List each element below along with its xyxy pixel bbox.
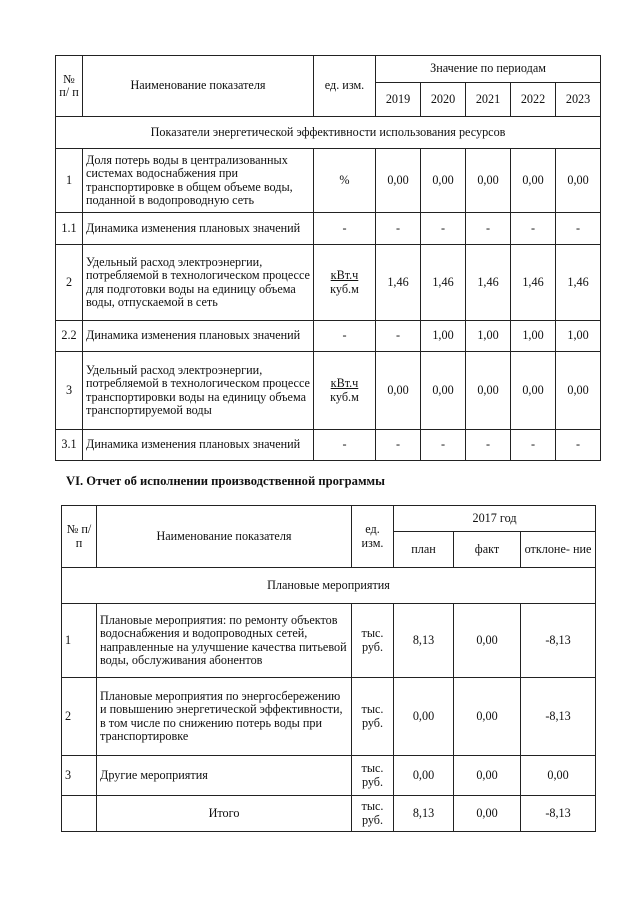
row-value: 0,00	[376, 149, 421, 213]
row-value: -	[556, 213, 601, 245]
row-fact: 0,00	[454, 604, 521, 678]
row-value: -	[511, 213, 556, 245]
row-value: 1,46	[376, 245, 421, 321]
table-row	[62, 678, 596, 756]
header-year: 2022	[511, 83, 556, 117]
row-value: -	[421, 430, 466, 461]
row-num: 1	[62, 604, 97, 678]
row-deviation: 0,00	[521, 756, 596, 796]
header-num: № п/ п	[56, 56, 83, 117]
table-row	[62, 756, 596, 796]
row-deviation: -8,13	[521, 678, 596, 756]
row-fact: 0,00	[454, 756, 521, 796]
row-name: Удельный расход электроэнергии, потребляемой в технологическом процессе для подготовки воды на единицу объема воды, отпускаемой в сеть	[83, 245, 314, 321]
header-num: № п/п	[62, 506, 97, 568]
row-value: 0,00	[421, 352, 466, 430]
row-name: Динамика изменения плановых значений	[83, 321, 314, 352]
header-year: 2021	[466, 83, 511, 117]
row-value: 1,46	[466, 245, 511, 321]
row-unit: тыс. руб.	[352, 756, 394, 796]
row-value: 1,00	[466, 321, 511, 352]
row-unit: тыс. руб.	[352, 678, 394, 756]
section-title: VI. Отчет об исполнении производственной программы	[66, 474, 385, 488]
row-plan: 0,00	[394, 678, 454, 756]
row-unit: тыс. руб.	[352, 604, 394, 678]
row-value: 1,00	[421, 321, 466, 352]
row-name: Удельный расход электроэнергии, потребляемой в технологическом процессе транспортировки воды на единицу объема транспортируемой воды	[83, 352, 314, 430]
production-program-table	[61, 505, 596, 832]
row-value: 0,00	[466, 149, 511, 213]
table-row	[56, 213, 601, 245]
row-value: -	[376, 321, 421, 352]
row-value: 0,00	[556, 352, 601, 430]
row-name: Доля потерь воды в централизованных системах водоснабжения при транспортировке в общем объеме воды, поданной в водопроводную сеть	[83, 149, 314, 213]
row-value: 1,46	[556, 245, 601, 321]
unit-denominator: куб.м	[330, 281, 359, 296]
section-row: Показатели энергетической эффективности использования ресурсов	[56, 117, 601, 149]
row-value: -	[466, 213, 511, 245]
row-unit: тыс. руб.	[352, 796, 394, 832]
header-year: 2019	[376, 83, 421, 117]
row-fact: 0,00	[454, 678, 521, 756]
row-unit: -	[314, 321, 376, 352]
row-name: Плановые мероприятия: по ремонту объектов водоснабжения и водопроводных сетей, направленные на улучшение качества питьевой воды, обслуживания абонентов	[97, 604, 352, 678]
total-label: Итого	[97, 796, 352, 832]
header-name: Наименование показателя	[83, 56, 314, 117]
row-value: -	[421, 213, 466, 245]
section-row: Плановые мероприятия	[62, 568, 596, 604]
table-row	[56, 352, 601, 430]
row-name: Динамика изменения плановых значений	[83, 430, 314, 461]
row-num: 1.1	[56, 213, 83, 245]
row-num: 1	[56, 149, 83, 213]
row-value: 0,00	[376, 352, 421, 430]
row-name: Динамика изменения плановых значений	[83, 213, 314, 245]
unit-numerator: кВт.ч	[330, 268, 359, 283]
total-row	[62, 796, 596, 832]
row-num: 3.1	[56, 430, 83, 461]
header-unit: ед. изм.	[352, 506, 394, 568]
row-name: Другие мероприятия	[97, 756, 352, 796]
row-value: -	[511, 430, 556, 461]
header-year: 2020	[421, 83, 466, 117]
row-name: Плановые мероприятия по энергосбережению и повышению энергетической эффективности, в том числе по снижению потерь воды при транспортировке	[97, 678, 352, 756]
row-value: 0,00	[511, 352, 556, 430]
row-deviation: -8,13	[521, 796, 596, 832]
header-name: Наименование показателя	[97, 506, 352, 568]
row-num: 3	[62, 756, 97, 796]
table-row	[56, 149, 601, 213]
header-year: 2017 год	[394, 506, 596, 532]
row-unit	[314, 352, 376, 430]
row-plan: 8,13	[394, 796, 454, 832]
row-value: 1,00	[556, 321, 601, 352]
row-value: 0,00	[421, 149, 466, 213]
row-unit: -	[314, 213, 376, 245]
row-value: 1,46	[421, 245, 466, 321]
row-unit	[314, 245, 376, 321]
unit-denominator: куб.м	[330, 389, 359, 404]
row-fact: 0,00	[454, 796, 521, 832]
row-num: 2	[56, 245, 83, 321]
row-value: -	[376, 430, 421, 461]
row-value: -	[466, 430, 511, 461]
header-plan: план	[394, 532, 454, 568]
row-value: 0,00	[556, 149, 601, 213]
header-deviation: отклоне- ние	[521, 532, 596, 568]
row-value: 0,00	[466, 352, 511, 430]
unit-numerator: кВт.ч	[330, 376, 359, 391]
row-value: 1,00	[511, 321, 556, 352]
table-row	[56, 430, 601, 461]
header-unit: ед. изм.	[314, 56, 376, 117]
row-plan: 0,00	[394, 756, 454, 796]
energy-efficiency-table	[55, 55, 601, 461]
table-row	[56, 245, 601, 321]
row-unit: %	[314, 149, 376, 213]
header-periods: Значение по периодам	[376, 56, 601, 83]
header-year: 2023	[556, 83, 601, 117]
row-value: -	[376, 213, 421, 245]
row-unit: -	[314, 430, 376, 461]
header-fact: факт	[454, 532, 521, 568]
row-num: 3	[56, 352, 83, 430]
row-value: -	[556, 430, 601, 461]
row-deviation: -8,13	[521, 604, 596, 678]
row-num: 2	[62, 678, 97, 756]
table-row	[56, 321, 601, 352]
row-plan: 8,13	[394, 604, 454, 678]
row-value: 1,46	[511, 245, 556, 321]
row-num: 2.2	[56, 321, 83, 352]
table-row	[62, 604, 596, 678]
row-value: 0,00	[511, 149, 556, 213]
row-num	[62, 796, 97, 832]
